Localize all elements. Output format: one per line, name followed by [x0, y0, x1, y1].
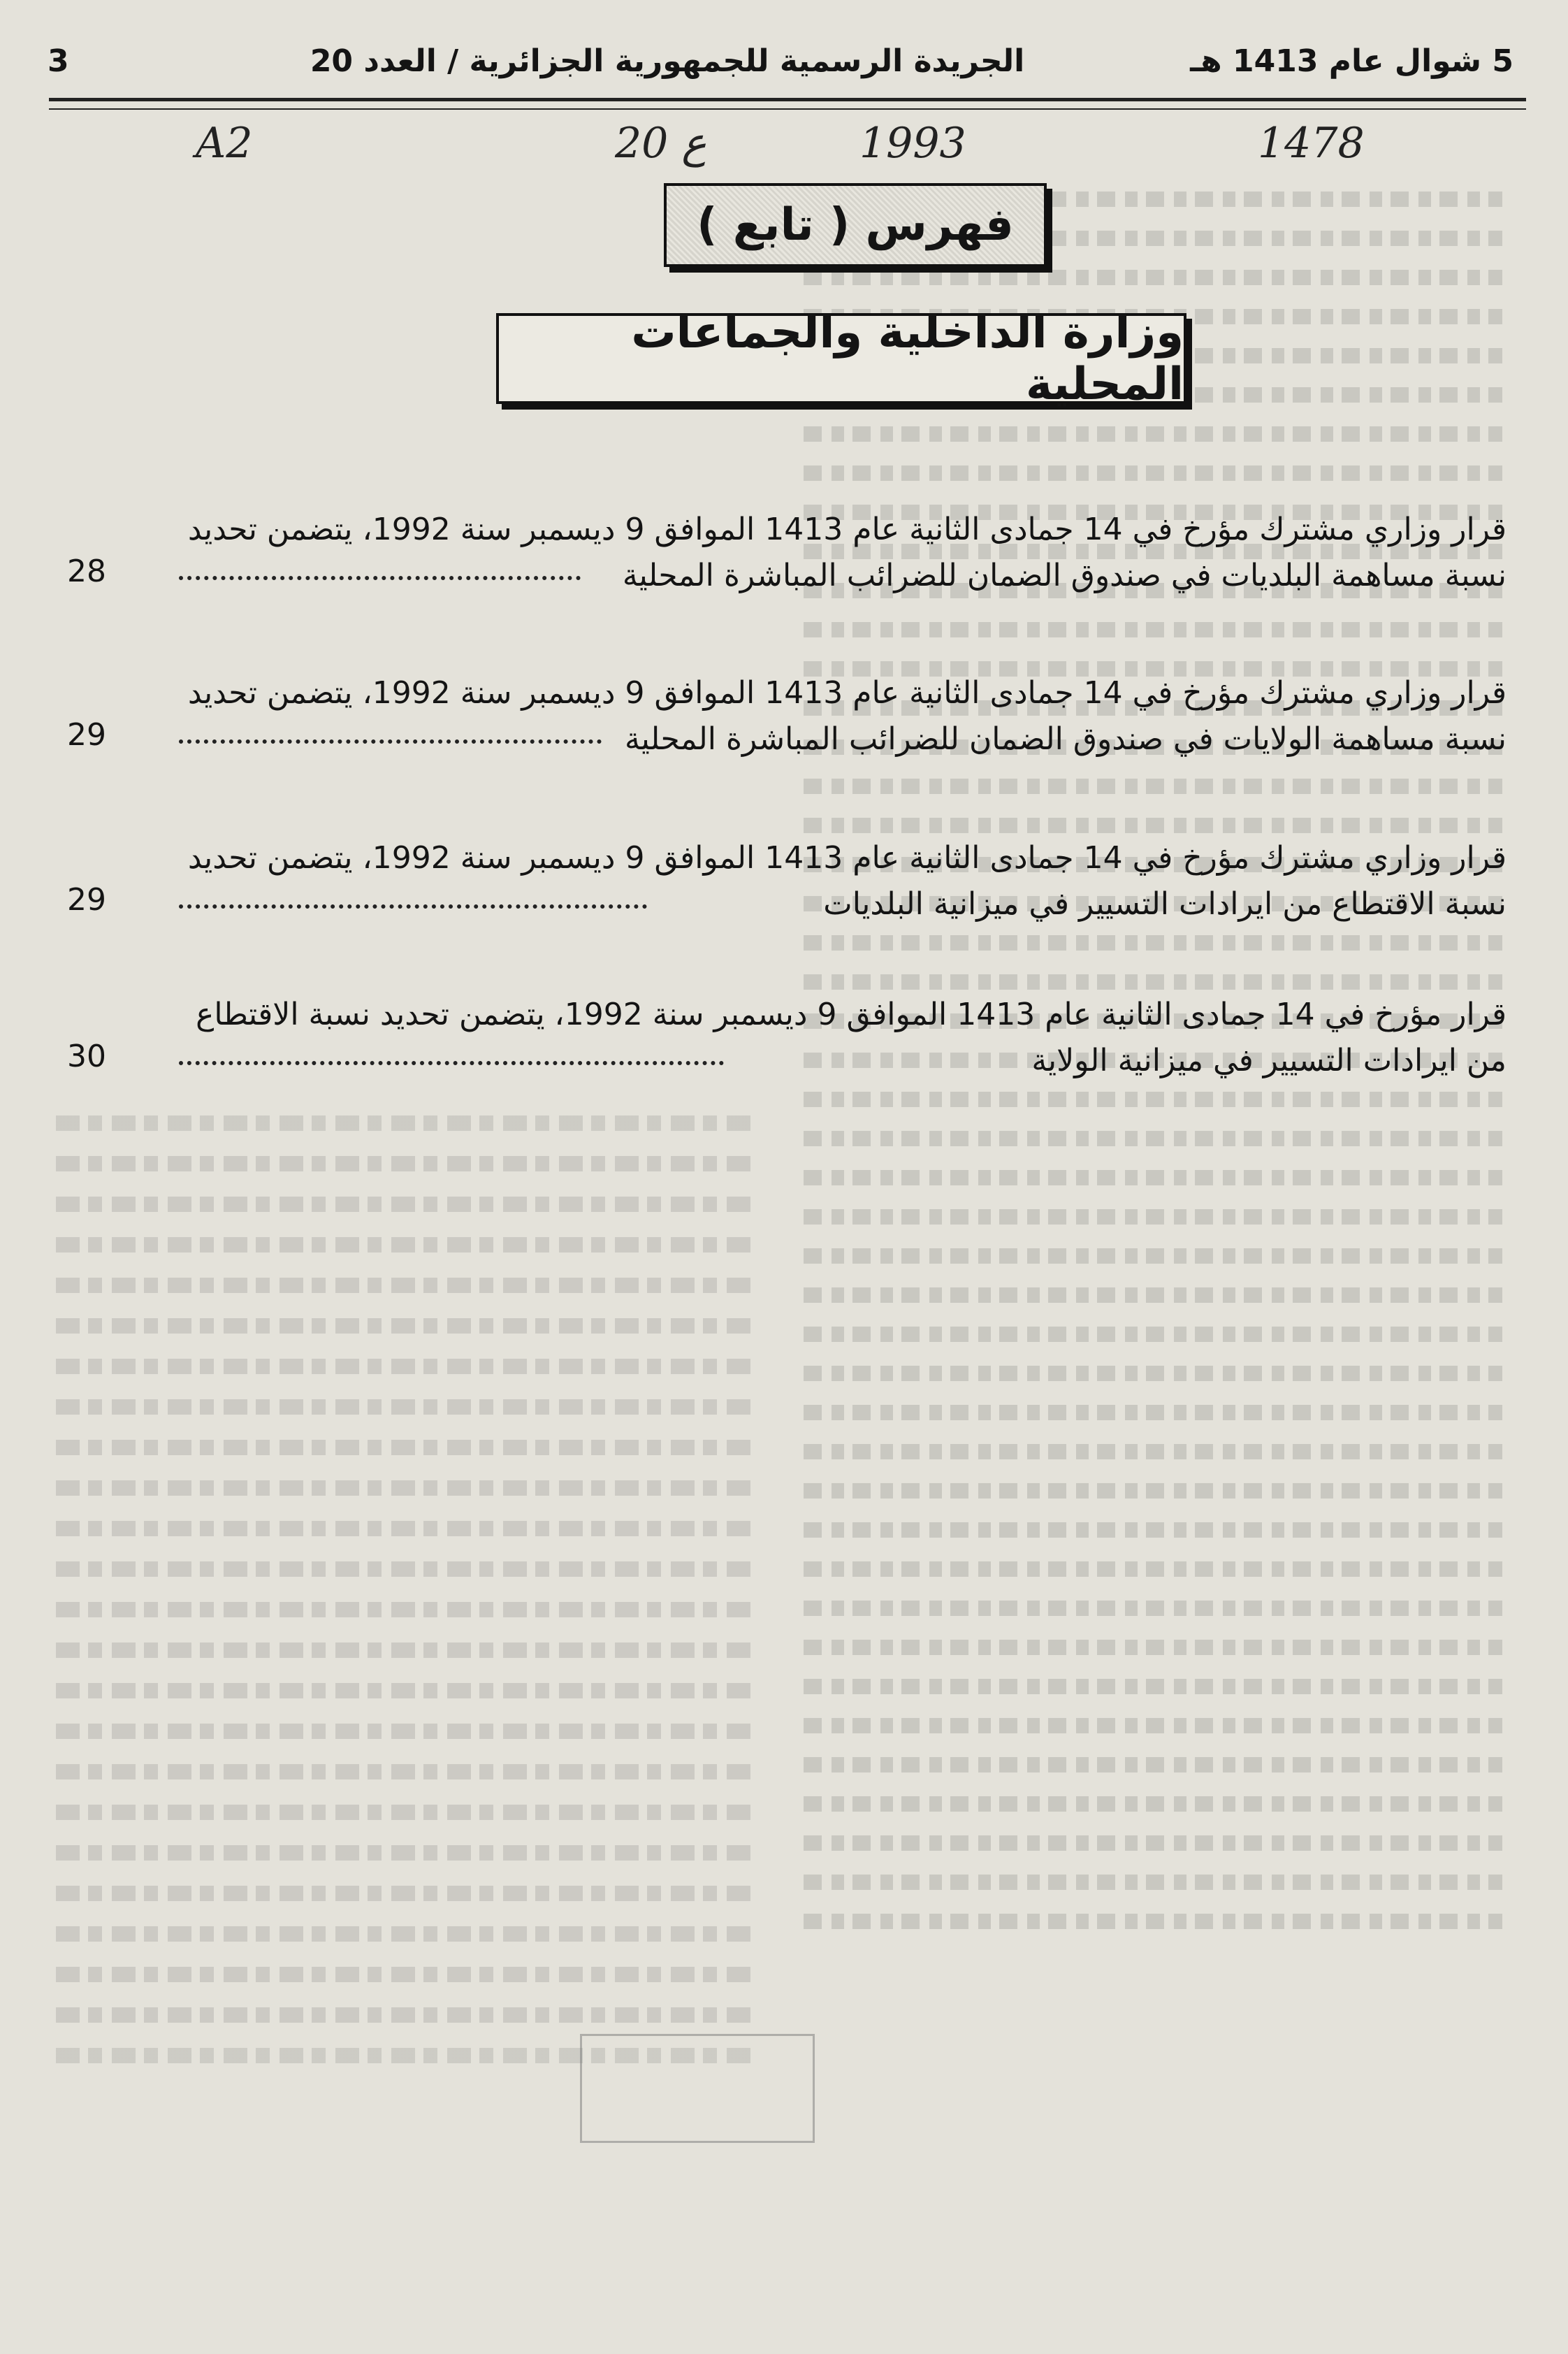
handwritten-year: 1993 — [859, 119, 966, 168]
entry-line-1: قرار وزاري مشترك مؤرخ في 14 جمادى الثانية عام 1413 الموافق 9 ديسمبر سنة 1992، يتضمن تحديد — [187, 512, 1507, 547]
bleed-through-text-right — [804, 168, 1502, 2334]
handwritten-mark-a2: A2 — [196, 119, 253, 168]
entry-line-2: من ايرادات التسيير في ميزانية الولاية — [1031, 1043, 1507, 1078]
dot-leader — [179, 1053, 724, 1065]
handwritten-mark-middle: 20 ع — [615, 119, 707, 168]
ministry-heading-box — [496, 307, 1186, 410]
header-page-number: 3 — [48, 43, 69, 79]
entry-page-number: 30 — [67, 1039, 106, 1074]
ministry-heading: وزارة الداخلية والجماعات المحلية — [631, 307, 1184, 410]
entry-line-1: قرار وزاري مشترك مؤرخ في 14 جمادى الثانية عام 1413 الموافق 9 ديسمبر سنة 1992، يتضمن تحديد — [187, 675, 1507, 711]
index-entry — [67, 512, 1507, 602]
dot-leader — [179, 731, 602, 744]
index-entry — [67, 675, 1507, 766]
header-rule — [49, 98, 1526, 110]
entry-page-number: 29 — [67, 882, 106, 918]
entry-line-2: نسبة مساهمة الولايات في صندوق الضمان للضرائب المباشرة المحلية — [625, 721, 1507, 757]
index-entry — [67, 840, 1507, 931]
entry-line-2: نسبة مساهمة البلديات في صندوق الضمان للضرائب المباشرة المحلية — [622, 558, 1507, 593]
header-date: 5 شوال عام 1413 هـ — [1190, 43, 1513, 79]
index-title: فهرس ( تابع ) — [697, 199, 1014, 251]
handwritten-number: 1478 — [1258, 119, 1365, 168]
dot-leader — [179, 568, 581, 580]
index-entry — [67, 997, 1507, 1088]
entry-line-2: نسبة الاقتطاع من ايرادات التسيير في ميزانية البلديات — [823, 886, 1507, 922]
entry-line-1: قرار مؤرخ في 14 جمادى الثانية عام 1413 الموافق 9 ديسمبر سنة 1992، يتضمن تحديد نسبة الاقتطاع — [196, 997, 1507, 1032]
faint-stamp-frame — [580, 2034, 815, 2143]
entry-page-number: 29 — [67, 717, 106, 753]
dot-leader — [179, 896, 647, 909]
index-title-box — [664, 183, 1047, 267]
entry-page-number: 28 — [67, 554, 106, 589]
entry-line-1: قرار وزاري مشترك مؤرخ في 14 جمادى الثانية عام 1413 الموافق 9 ديسمبر سنة 1992، يتضمن تحديد — [187, 840, 1507, 876]
header-title: الجريدة الرسمية للجمهورية الجزائرية / العدد 20 — [310, 43, 1025, 79]
